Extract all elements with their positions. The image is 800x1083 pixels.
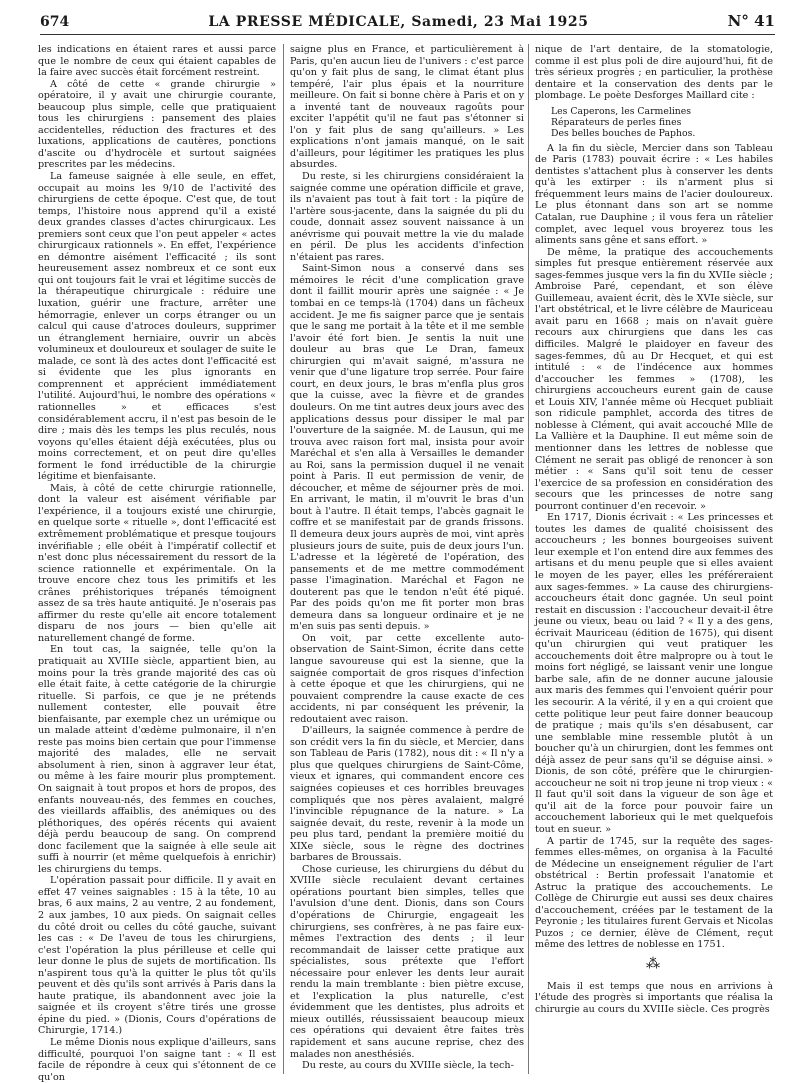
paragraph: Mais il est temps que nous en arrivions à l'étude des progrès si importants que réalisa la chirurgie au cours du XVIIIe siècle. Ces progrès <box>535 980 773 1015</box>
page-number: 674 <box>40 14 70 30</box>
paragraph: saigne plus en France, et particulièrement à Paris, qu'en aucun lieu de l'univers : c'est parce qu'on y fait plus de sang, le climat étant plus tempéré, l'air plus épais et la nourriture meilleure. On fait si bonne chère à Paris et on y a inventé tant de nouveaux ragoûts pour exciter l'appétit qu'il ne faut pas s'étonner si l'on y fait plus de sang qu'ailleurs. » Les explications n'ont jamais manqué, on le sait d'ailleurs, pour légitimer les pratiques les plus absurdes. <box>290 44 524 171</box>
verse-line: Réparateurs de perles fines <box>551 116 682 128</box>
verse-line: Des belles bouches de Paphos. <box>551 127 696 139</box>
issue-number: N° 41 <box>727 12 775 30</box>
paragraph: L'opération passait pour difficile. Il y avait en effet 47 veines saignables : 15 à la tête, 10 au bras, 6 aux mains, 2 au ventre, 2 au fondement, 2 aux jambes, 10 aux pieds. On saignait celles du côté droit ou celles du côté gauche, suivant les cas : « De l'aveu de tous les chirurgiens, c'est l'opération la plus périlleuse et celle qui leur donne le plus de sujets de mortification. Ils n'aspirent tous qu'à la quitter le plus tôt qu'ils peuvent et dès qu'ils sont arrivés à Paris dans la haute pratique, ils abandonnent avec joie la saignée et ils croyent s'être tirés une grosse épine du pied. » (Dionis, Cours d'opérations de Chirurgie, 1714.) <box>38 875 276 1037</box>
verse-line: Les Caperons, les Carmelines <box>551 105 692 117</box>
column-1 <box>38 44 276 1083</box>
paragraph: nique de l'art dentaire, de la stomatologie, comme il est plus poli de dire aujourd'hui, fit de très sérieux progrès ; en particulier, la prothèse dentaire et la conservation des dents par le plombage. Le poète Desforges Maillard cite : <box>535 44 773 102</box>
paragraph: A la fin du siècle, Mercier dans son Tableau de Paris (1783) pouvait écrire : « Les habiles dentistes s'attachent plus à conserver les dents qu'à les extirper : ils n'arment plus si fréquemment leurs mains de l'acier douloureux. Le plus étonnant dans son art se nomme Catalan, rue Dauphine ; il vous fera un râtelier complet, avec lequel vous broyerez tous les aliments sans gêne et sans effort. » <box>535 142 773 247</box>
paragraph: Saint-Simon nous a conservé dans ses mémoires le récit d'une complication grave dont il faillit mourir après une saignée : « Je tombai en ce temps-là (1704) dans un fâcheux accident. Je me fis saigner parce que je sentais que le sang me portait à la tête et il me semble l'avoir été fort bien. Je sentis la nuit une douleur au bras que Le Dran, fameux chirurgien qui m'avait saigné, m'assura ne venir que d'une ligature trop serrée. Pour faire court, en deux jours, le bras m'enfla plus gros que la cuisse, avec la fièvre et de grandes douleurs. On me tint autres deux jours avec des applications dessus pour dissiper le mal par l'ouverture de la saignée. M. de Lausun, qui me trouva avec raison fort mal, insista pour avoir Maréchal et s'en alla à Versailles le demander au Roi, sans la permission duquel il ne venait point à Paris. Il eut permission de venir, de découcher, et même de séjourner près de moi. En arrivant, le matin, il m'ouvrit le bras d'un bout à l'autre. Il était temps, l'abcès gagnait le coffre et se manifestait par de grands frissons. Il demeura deux jours auprès de moi, vint après plusieurs jours de suite, puis de deux jours l'un. L'adresse et la légèreté de l'opération, des pansements et de me mettre commodément passe l'imagination. Maréchal et Fagon ne douterent pas que le tendon n'eût été piqué. Par des poids qu'on me fit porter mon bras demeura dans sa longueur ordinaire et je ne m'en suis pas senti depuis. » <box>290 263 524 633</box>
paragraph: Du reste, au cours du XVIIIe siècle, la tech- <box>302 1060 514 1072</box>
column-2 <box>283 44 524 1074</box>
paragraph: Du reste, si les chirurgiens considéraient la saignée comme une opération difficile et grave, ils n'avaient pas tout à fait tort : la piqûre de l'artère sous-jacente, dans la saignée du pli du coude, donnait assez souvent naissance à un anévrisme qui pouvait mettre la vie du malade en péril. De plus les accidents d'infection n'étaient pas rares. <box>290 171 524 263</box>
paragraph: Mais, à côté de cette chirurgie rationnelle, dont la valeur est aisément vérifiable par l'expérience, il a toujours existé une chirurgie, en quelque sorte « rituelle », dont l'efficacité est extrêmement problématique et presque toujours invérifiable ; elle obéit à l'impératif collectif et n'est donc plus nécessairement du ressort de la science rationnelle et expérimentale. On la trouve encore chez tous les primitifs et les crânes préhistoriques trépanés témoignent assez de sa très haute antiquité. Je n'oserais pas affirmer du reste qu'elle ait encore totalement disparu de nos jours — bien qu'elle ait naturellement changé de forme. <box>38 482 276 644</box>
paragraph: Chose curieuse, les chirurgiens du début du XVIIIe siècle reculaient devant certaines opérations pourtant bien simples, telles que l'avulsion d'une dent. Dionis, dans son Cours d'opérations de Chirurgie, engageait les chirurgiens, ses confrères, à ne pas faire eux-mêmes l'extraction des dents ; il leur recommandait de laisser cette pratique aux spécialistes, sous prétexte que l'effort nécessaire pour enlever les dents leur aurait rendu la main tremblante : bien piètre excuse, et l'explication la plus naturelle, c'est évidemment que les dentistes, plus adroits et mieux outillés, réussissaient beaucoup mieux ces opérations qui devaient être faites très rapidement et sans aucune reprise, chez des malades non anesthésiés. <box>290 863 524 1060</box>
paragraph: On voit, par cette excellente auto-observation de Saint-Simon, écrite dans cette langue savoureuse qui est la sienne, que la saignée comportait de gros risques d'infection à cette époque et que les chirurgiens, qui ne pouvaient comprendre la cause exacte de ces accidents, ni par conséquent les prévenir, la redoutaient avec raison. <box>290 632 524 725</box>
paragraph: les indications en étaient rares et aussi parce que le nombre de ceux qui étaient capables de la faire avec succès était forcément restreint. <box>38 44 276 79</box>
paragraph: A côté de cette « grande chirurgie » opératoire, il y avait une chirurgie courante, beaucoup plus simple, celle que pratiquaient tous les chirurgiens : pansement des plaies accidentelles, réduction des fractures et des luxations, applications de cautères, ponctions d'ascite ou d'hydrocèle et surtout saignées prescrites par les médecins. <box>38 78 276 171</box>
section-separator: ⁂ <box>646 956 662 973</box>
journal-title: LA PRESSE MÉDICALE, Samedi, 23 Mai 1925 <box>208 14 589 30</box>
paragraph: La fameuse saignée à elle seule, en effet, occupait au moins les 9/10 de l'activité des chirurgiens de cette époque. C'est que, de tout temps, l'histoire nous apprend qu'il a existé deux grandes classes d'actes chirurgicaux. Les premiers sont ceux que l'on peut appeler « actes chirurgicaux rationnels ». En effet, l'expérience en démontre aisément l'efficacité ; ils sont heureusement assez nombreux et ce sont eux qui ont toujours fait le vrai et légitime succès de la thérapeutique chirurgicale : réduire une luxation, guérir une fracture, arrêter une hémorragie, enlever un corps étranger ou un calcul qui cause d'atroces douleurs, supprimer un étranglement herniaire, ouvrir un abcès volumineux et douloureux et soulager de suite le malade, ce sont là des actes dont l'efficacité est si évidente que les plus ignorants en comprennent et apprécient immédiatement l'utilité. Aujourd'hui, le nombre des opérations « rationnelles » et efficaces s'est considérablement accru, il n'est pas besoin de le dire ; mais dès les temps les plus reculés, nous voyons qu'elles étaient déjà exécutées, plus ou moins correctement, et on peut dire qu'elles forment le fond irréductible de la chirurgie légitime et bienfaisante. <box>38 171 276 483</box>
paragraph: A partir de 1745, sur la requête des sages-femmes elles-mêmes, on organisa à la Faculté de Médecine un enseignement régulier de l'art obstétrical : Bertin professait l'anatomie et Astruc la pratique des accouchements. Le Collège de Chirurgie eut aussi ses deux chaires d'accouchement, créées par le testament de la Peyronie ; les titulaires furent Gervais et Nicolas Puzos ; ce dernier, élève de Clément, reçut même des lettres de noblesse en 1751. <box>535 835 773 951</box>
column-3 <box>528 44 773 1074</box>
paragraph: De même, la pratique des accouchements simples fut presque entièrement réservée aux sages-femmes jusque vers la fin du XVIIe siècle ; Ambroise Paré, cependant, et son élève Guillemeau, avaient écrit, dès le XVIe siècle, sur l'art obstétrical, et le livre célèbre de Mauriceau avait paru en 1668 ; mais on n'avait guère recours aux chirurgiens que dans les cas difficiles. Malgré le plaidoyer en faveur des sages-femmes, dû au Dr Hecquet, et qui est intitulé : « de l'indécence aux hommes d'accoucher les femmes » (1708), les chirurgiens accoucheurs eurent gain de cause et Louis XIV, l'année même où Hecquet publiait son ridicule pamphlet, accorda des titres de noblesse à Clément, qui avait accouché Mlle de La Vallière et la Dauphine. Il eut même soin de mentionner dans les lettres de noblesse que Clément ne serait pas obligé de renoncer à son métier : « Sans qu'il soit tenu de cesser l'exercice de sa profession en considération des secours que les princesses de notre sang pourront continuer d'en recevoir. » <box>535 246 773 512</box>
paragraph: En tout cas, la saignée, telle qu'on la pratiquait au XVIIIe siècle, appartient bien, au moins pour la très grande majorité des cas où elle était faite, à cette catégorie de la chirurgie rituelle. Si parfois, ce que je ne prétends nullement contester, elle pouvait être bienfaisante, par exemple chez un urémique ou un malade atteint d'œdème pulmonaire, il n'en reste pas moins bien certain que pour l'immense majorité des malades, elle ne servait absolument à rien, sinon à aggraver leur état, ou même à les faire mourir plus promptement. On saignait à tout propos et hors de propos, des enfants nouveau-nés, des femmes en couches, des vieillards affaiblis, des anémiques ou des pléthoriques, des opérés récents qui avaient déjà perdu beaucoup de sang. On comprend donc facilement que la saignée à elle seule ait suffi à nourrir (et même quelquefois à enrichir) les chirurgiens du temps. <box>38 644 276 875</box>
running-header <box>40 8 775 35</box>
paragraph: En 1717, Dionis écrivait : « Les princesses et toutes les dames de qualité choisissent des accoucheurs ; les bonnes bourgeoises suivent leur exemple et l'on entend dire aux femmes des artisans et du menu peuple que si elles avaient le moyen de les payer, elles les préféreraient aux sages-femmes. » La cause des chirurgiens-accoucheurs était donc gagnée. Un seul point restait en discussion : l'accoucheur devait-il être jeune ou vieux, beau ou laid ? « Il y a des gens, écrivait Mauriceau (édition de 1675), qui disent qu'un chirurgien qui veut pratiquer les accouchements doit être malpropre ou à tout le moins fort négligé, se laissant venir une longue barbe sale, afin de ne donner aucune jalousie aux maris des femmes qui l'envoient quérir pour les secourir. A la vérité, il y en a qui croient que cette politique leur peut faire donner beaucoup de pratique ; mais qu'ils s'en désabusent, car une semblable mine ressemble plutôt à un boucher qu'à un chirurgien, dont les femmes ont déjà assez de peur sans qu'il se déguise ainsi. » Dionis, de son côté, préfère que le chirurgien-accoucheur ne soit ni trop jeune ni trop vieux : « Il faut qu'il soit dans la vigueur de son âge et qu'il ait de la force pour pouvoir faire un accouchement laborieux qui le met quelquefois tout en sueur. » <box>535 512 773 835</box>
verse-quote <box>551 106 773 139</box>
paragraph: D'ailleurs, la saignée commence à perdre de son crédit vers la fin du siècle, et Mercier, dans son Tableau de Paris (1782), nous dit : « Il n'y a plus que quelques chirurgiens de Saint-Côme, vieux et ignares, qui commandent encore ces saignées copieuses et ces horribles breuvages compliqués que nos pères avalaient, malgré l'invincible répugnance de la nature. » La saignée devait, du reste, revenir à la mode un peu plus tard, pendant la première moitié du XIXe siècle, sous le règne des doctrines barbares de Broussais. <box>290 725 524 864</box>
paragraph: Le même Dionis nous explique d'ailleurs, sans difficulté, pourquoi l'on saigne tant : « Il est facile de répondre à ceux qui s'étonnent de ce qu'on <box>38 1037 276 1083</box>
